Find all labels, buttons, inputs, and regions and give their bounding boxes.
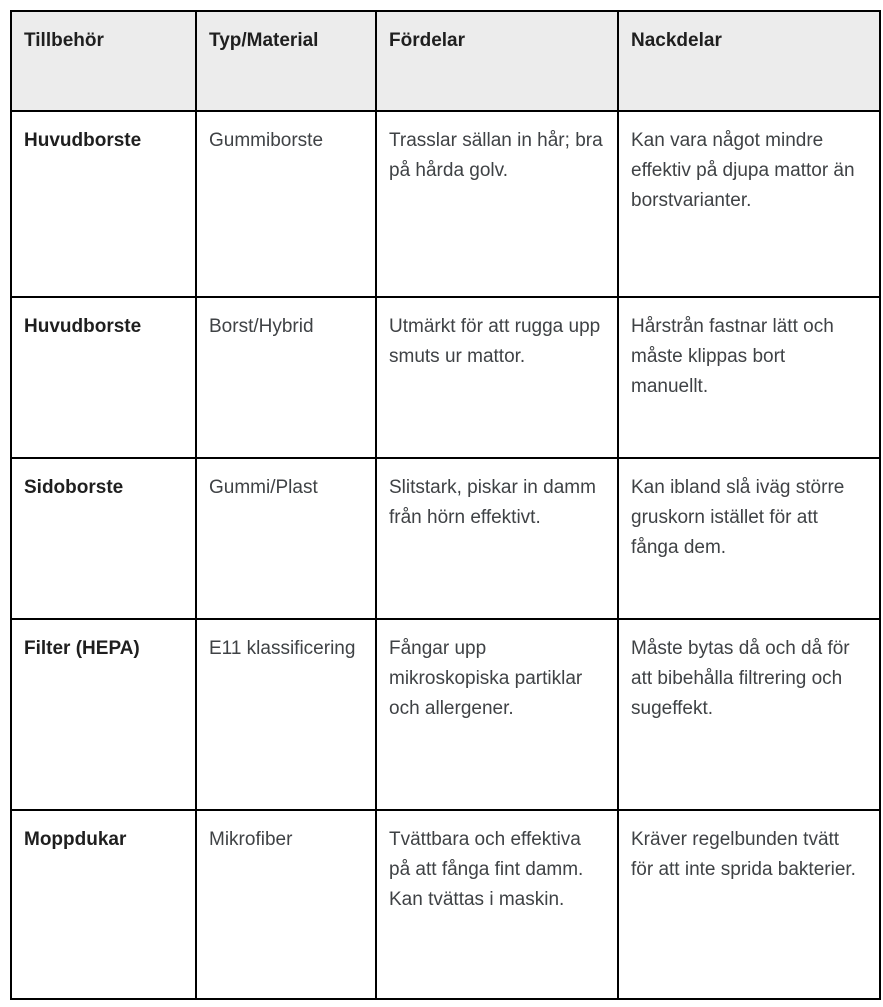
cons-cell: Måste bytas då och då för att bibehålla filtrering och sugeffekt.	[618, 619, 880, 810]
table-row	[11, 810, 880, 999]
table-header-row	[11, 11, 880, 111]
table-row	[11, 619, 880, 810]
pros-cell: Utmärkt för att rugga upp smuts ur mattor.	[376, 297, 618, 458]
column-header-accessory: Tillbehör	[11, 11, 196, 111]
pros-cell: Trasslar sällan in hår; bra på hårda golv.	[376, 111, 618, 297]
pros-cell: Tvättbara och effektiva på att fånga fint damm. Kan tvättas i maskin.	[376, 810, 618, 999]
accessory-cell: Moppdukar	[11, 810, 196, 999]
cons-cell: Kräver regelbunden tvätt för att inte sprida bakterier.	[618, 810, 880, 999]
cons-cell: Kan vara något mindre effektiv på djupa mattor än borstvarianter.	[618, 111, 880, 297]
accessory-cell: Filter (HEPA)	[11, 619, 196, 810]
table-row	[11, 111, 880, 297]
type-material-cell: Mikrofiber	[196, 810, 376, 999]
pros-cell: Slitstark, piskar in damm från hörn effektivt.	[376, 458, 618, 619]
table-row	[11, 297, 880, 458]
type-material-cell: Gummi/Plast	[196, 458, 376, 619]
type-material-cell: E11 klassificering	[196, 619, 376, 810]
column-header-type-material: Typ/Material	[196, 11, 376, 111]
table-row	[11, 458, 880, 619]
accessory-cell: Sidoborste	[11, 458, 196, 619]
cons-cell: Kan ibland slå iväg större gruskorn istället för att fånga dem.	[618, 458, 880, 619]
type-material-cell: Borst/Hybrid	[196, 297, 376, 458]
column-header-pros: Fördelar	[376, 11, 618, 111]
pros-cell: Fångar upp mikroskopiska partiklar och allergener.	[376, 619, 618, 810]
column-header-cons: Nackdelar	[618, 11, 880, 111]
accessory-cell: Huvudborste	[11, 111, 196, 297]
accessories-table	[10, 10, 881, 1000]
cons-cell: Hårstrån fastnar lätt och måste klippas bort manuellt.	[618, 297, 880, 458]
accessory-cell: Huvudborste	[11, 297, 196, 458]
type-material-cell: Gummiborste	[196, 111, 376, 297]
